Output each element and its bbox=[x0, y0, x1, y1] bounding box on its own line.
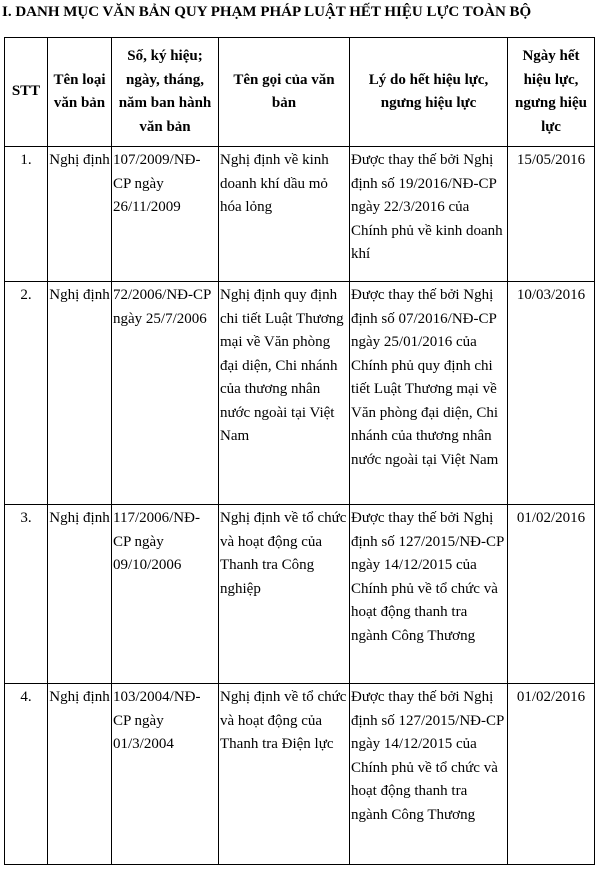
cell-text: Nghị định về tổ chức và hoạt động của Thanh tra Điện lực bbox=[220, 689, 347, 752]
cell-text: 15/05/2016 bbox=[516, 152, 586, 168]
cell-text: Nghị định về tổ chức và hoạt động của Thanh tra Công nghiệp bbox=[220, 510, 347, 597]
header-document-number: Số, ký hiệu; ngày, tháng, năm ban hành văn bản bbox=[112, 38, 219, 147]
cell-text: 72/2006/NĐ-CP ngày 25/7/2006 bbox=[113, 287, 211, 327]
cell-text: 01/02/2016 bbox=[516, 510, 586, 526]
cell-expiry-date bbox=[508, 147, 595, 282]
cell-text: Nghị định bbox=[49, 287, 110, 303]
table-row bbox=[5, 282, 595, 505]
cell-text: 3. bbox=[20, 510, 32, 526]
section-title: I. DANH MỤC VĂN BẢN QUY PHẠM PHÁP LUẬT HẾT HIỆU LỰC TOÀN BỘ bbox=[2, 4, 532, 20]
header-document-type: Tên loại văn bản bbox=[48, 38, 112, 147]
table-row bbox=[5, 684, 595, 865]
cell-text: 107/2009/NĐ-CP ngày 26/11/2009 bbox=[113, 152, 201, 215]
header-stt: STT bbox=[5, 38, 48, 147]
cell-document-name bbox=[219, 505, 350, 684]
cell-document-number bbox=[112, 282, 219, 505]
cell-stt bbox=[5, 147, 48, 282]
cell-text: Nghị định quy định chi tiết Luật Thương mại về Văn phòng đại diện, Chi nhánh của thương nhân nước ngoài tại Việt Nam bbox=[220, 287, 344, 444]
cell-expiry-date bbox=[508, 282, 595, 505]
cell-document-number bbox=[112, 505, 219, 684]
cell-document-name bbox=[219, 684, 350, 865]
table-row bbox=[5, 505, 595, 684]
header-expiry-date: Ngày hết hiệu lực, ngưng hiệu lực bbox=[508, 38, 595, 147]
cell-document-number bbox=[112, 684, 219, 865]
cell-expiry-date bbox=[508, 684, 595, 865]
cell-stt bbox=[5, 505, 48, 684]
table-row bbox=[5, 147, 595, 282]
cell-text: Được thay thế bởi Nghị định số 19/2016/NĐ-CP ngày 22/3/2016 của Chính phủ về kinh doanh khí bbox=[351, 152, 503, 262]
cell-stt bbox=[5, 282, 48, 505]
cell-text: 103/2004/NĐ-CP ngày 01/3/2004 bbox=[113, 689, 201, 752]
cell-document-type bbox=[48, 684, 112, 865]
cell-stt bbox=[5, 684, 48, 865]
cell-text: Được thay thế bởi Nghị định số 07/2016/NĐ-CP ngày 25/01/2016 của Chính phủ quy định chi tiết Luật Thương mại về Văn phòng đại diện, Chi nhánh của thương nhân nước ngoài tại Việt Nam bbox=[351, 287, 499, 468]
header-document-name: Tên gọi của văn bản bbox=[219, 38, 350, 147]
cell-text: Nghị định về kinh doanh khí dầu mỏ hóa lỏng bbox=[220, 152, 329, 215]
table-header-row bbox=[5, 38, 595, 147]
cell-text: Nghị định bbox=[49, 510, 110, 526]
cell-text: Được thay thế bởi Nghị định số 127/2015/NĐ-CP ngày 14/12/2015 của Chính phủ về tổ chức và hoạt động thanh tra ngành Công Thương bbox=[351, 689, 504, 823]
cell-text: 2. bbox=[20, 287, 32, 303]
header-expiry-reason: Lý do hết hiệu lực, ngưng hiệu lực bbox=[350, 38, 508, 147]
cell-expiry-date bbox=[508, 505, 595, 684]
cell-expiry-reason bbox=[350, 282, 508, 505]
cell-text: 10/03/2016 bbox=[516, 287, 586, 303]
cell-document-name bbox=[219, 282, 350, 505]
cell-text: Nghị định bbox=[49, 689, 110, 705]
cell-document-type bbox=[48, 282, 112, 505]
cell-document-type bbox=[48, 147, 112, 282]
cell-document-type bbox=[48, 505, 112, 684]
cell-text: 01/02/2016 bbox=[516, 689, 586, 705]
expired-documents-table bbox=[4, 37, 595, 865]
cell-document-number bbox=[112, 147, 219, 282]
cell-text: Được thay thế bởi Nghị định số 127/2015/NĐ-CP ngày 14/12/2015 của Chính phủ về tổ chức và hoạt động thanh tra ngành Công Thương bbox=[351, 510, 504, 644]
cell-expiry-reason bbox=[350, 684, 508, 865]
cell-expiry-reason bbox=[350, 147, 508, 282]
cell-document-name bbox=[219, 147, 350, 282]
cell-expiry-reason bbox=[350, 505, 508, 684]
cell-text: 4. bbox=[20, 689, 32, 705]
cell-text: 117/2006/NĐ-CP ngày 09/10/2006 bbox=[113, 510, 200, 573]
cell-text: Nghị định bbox=[49, 152, 110, 168]
cell-text: 1. bbox=[20, 152, 32, 168]
